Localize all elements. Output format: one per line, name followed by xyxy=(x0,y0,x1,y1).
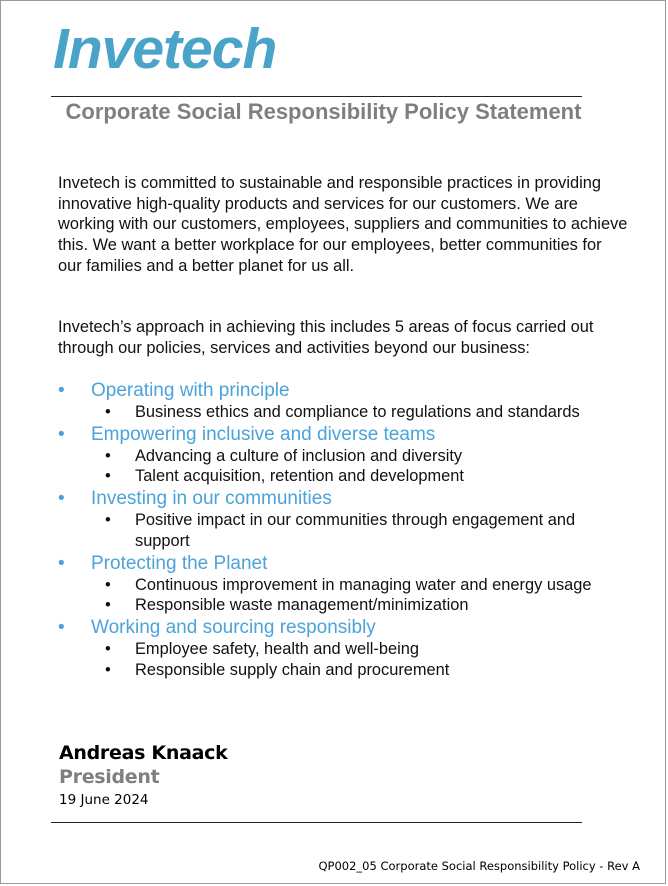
signatory-role: President xyxy=(59,766,160,788)
focus-area xyxy=(1,423,667,487)
bullet-icon: • xyxy=(58,488,65,510)
focus-area xyxy=(1,379,667,423)
signatory-name: Andreas Knaack xyxy=(59,742,228,764)
focus-area-item: • Talent acquisition, retention and development xyxy=(105,467,464,486)
focus-area-label: Working and sourcing responsibly xyxy=(91,616,376,638)
bullet-icon: • xyxy=(58,380,65,401)
focus-areas-list xyxy=(1,379,667,680)
focus-area-item: • Business ethics and compliance to regulations and standards xyxy=(105,403,580,421)
document-footer: QP002_05 Corporate Social Responsibility Policy - Rev A xyxy=(318,859,640,873)
focus-area-label: Investing in our communities xyxy=(91,488,332,510)
bullet-icon: • xyxy=(105,639,111,658)
focus-area-item: • Continuous improvement in managing water and energy usage xyxy=(105,575,592,594)
focus-area xyxy=(1,552,667,616)
bullet-icon: • xyxy=(105,511,111,530)
focus-area-item: • Responsible waste management/minimization xyxy=(105,596,469,615)
bullet-icon: • xyxy=(105,403,111,421)
bullet-icon: • xyxy=(58,552,65,574)
bullet-icon: • xyxy=(105,596,111,615)
document-title: Corporate Social Responsibility Policy Statement xyxy=(65,99,582,124)
focus-area-label: Operating with principle xyxy=(91,380,290,401)
approach-paragraph: Invetech’s approach in achieving this includes 5 areas of focus carried out through our policies, services and activities beyond our business: xyxy=(58,318,594,357)
footer-divider xyxy=(51,822,582,823)
signature-date: 19 June 2024 xyxy=(59,792,149,808)
focus-area-item: • Positive impact in our communities through engagement and support xyxy=(105,511,576,550)
bullet-icon: • xyxy=(105,446,111,465)
focus-area xyxy=(1,616,667,680)
focus-area-item: • Advancing a culture of inclusion and diversity xyxy=(105,446,463,465)
focus-area-label: Empowering inclusive and diverse teams xyxy=(91,423,436,445)
bullet-icon: • xyxy=(105,575,111,594)
intro-paragraph: Invetech is committed to sustainable and responsible practices in providing innovative high-quality products and services for our customers. We are working with our customers, employees, suppliers and communities to achieve this. We want a better workplace for our employees, better communities for our families and a better planet for us all. xyxy=(58,174,628,275)
bullet-icon: • xyxy=(105,660,111,679)
signature-block xyxy=(59,741,227,810)
bullet-icon: • xyxy=(58,616,65,638)
bullet-icon: • xyxy=(105,467,111,486)
focus-area xyxy=(1,487,667,551)
focus-area-item: • Employee safety, health and well-being xyxy=(105,639,419,658)
bullet-icon: • xyxy=(58,423,65,445)
invetech-logo: Invetech xyxy=(53,17,277,81)
focus-area-item: • Responsible supply chain and procurement xyxy=(105,660,450,679)
focus-area-label: Protecting the Planet xyxy=(91,552,268,574)
